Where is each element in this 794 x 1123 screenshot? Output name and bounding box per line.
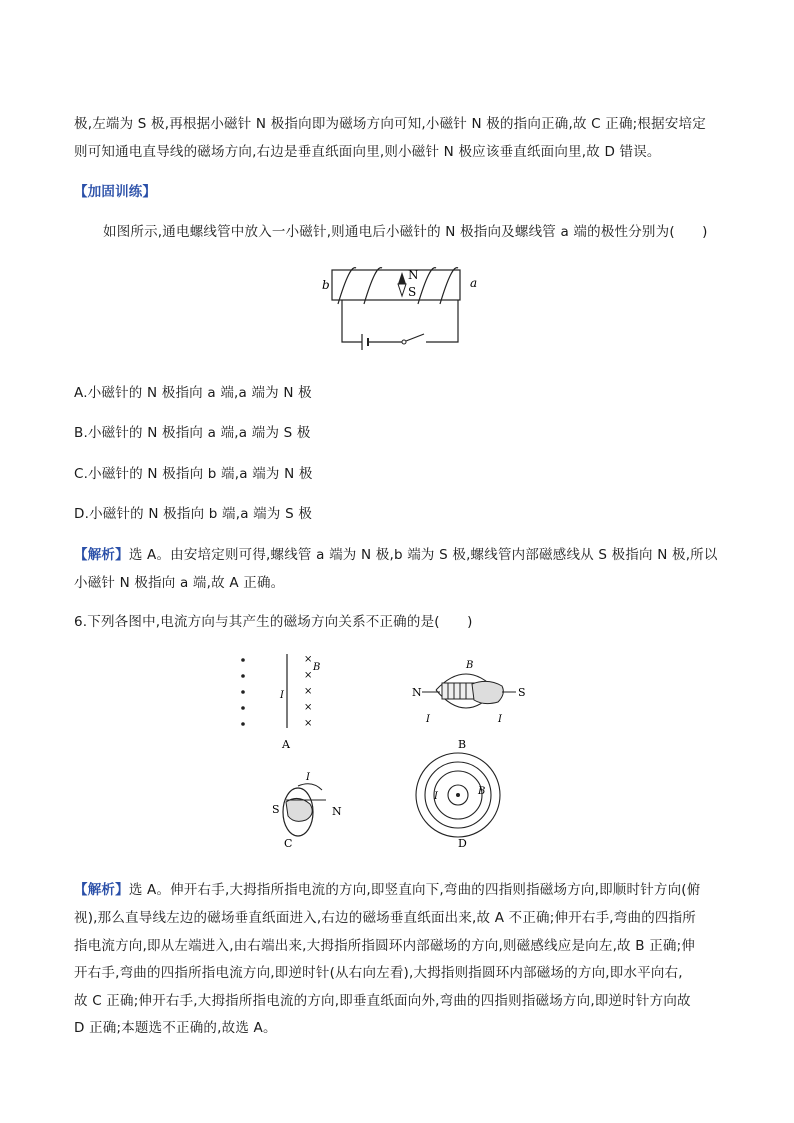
figure-a [241,654,320,751]
dot-2 [241,674,245,678]
option-a: A.小磁针的 N 极指向 a 端,a 端为 N 极 [74,385,312,401]
q6-analysis-line-3: 指电流方向,即从左端进入,由右端出来,大拇指所指圆环内部磁场的方向,则磁感线应是向左,故 B 正确;伸 [74,938,696,954]
practice-analysis-line-1 [74,545,718,565]
current-i-label: I [280,690,284,701]
field-b-label-d: B [478,786,486,797]
figure-d [416,753,500,850]
cross-1: × [304,654,313,665]
coil-1 [338,268,356,304]
switch-lever [406,334,424,341]
cross-3: × [304,686,313,697]
cross-2: × [304,670,313,681]
needle-north [398,272,406,284]
end-a-label: a [470,276,478,290]
pole-n-c: N [332,805,342,818]
dot-1 [241,658,245,662]
needle-s-label: S [408,285,417,299]
pole-s-c: S [272,803,280,816]
coil-4 [440,268,458,304]
solenoid-body [332,270,460,300]
figure-c [272,772,342,850]
q6-analysis-line-6: D 正确;本题选不正确的,故选 A。 [74,1020,277,1036]
caption-a: A [282,738,290,751]
coil-2 [364,268,382,304]
dot-3 [241,690,245,694]
cross-4: × [304,702,313,713]
q6-analysis-text-1: 选 A。伸开右手,大拇指所指电流的方向,即竖直向下,弯曲的四指则指磁场方向,即顺时针方向(俯 [128,882,701,898]
coil-3 [418,268,436,304]
field-b-label-b: B [466,660,474,671]
intro-line-2: 则可知通电直导线的磁场方向,右边是垂直纸面向里,则小磁针 N 极应该垂直纸面向里,故 D 错误。 [74,144,661,160]
hand-c [286,798,312,821]
practice-question: 如图所示,通电螺线管中放入一小磁针,则通电后小磁针的 N 极指向及螺线管 a 端的极性分别为( ) [103,224,708,240]
q6-analysis-line-1 [74,880,700,900]
q6-analysis-line-4: 开右手,弯曲的四指所指电流方向,即逆时针(从右向左看),大拇指则指圆环内部磁场的方向,即水平向右, [74,965,683,981]
q6-analysis-line-5: 故 C 正确;伸开右手,大拇指所指电流的方向,即垂直纸面向外,弯曲的四指则指磁场方向,即逆时针方向故 [74,993,691,1009]
practice-analysis-line-2: 小磁针 N 极指向 a 端,故 A 正确。 [74,575,285,591]
analysis-tag: 【解析】 [74,547,129,563]
intro-line-1: 极,左端为 S 极,再根据小磁针 N 极指向即为磁场方向可知,小磁针 N 极的指向正确,故 C 正确;根据安培定 [74,116,706,132]
solenoid-figure [318,262,488,354]
needle-n-label: N [408,268,419,282]
pole-s: S [518,686,526,699]
caption-c: C [284,837,293,850]
wire-dot [456,793,460,797]
wire-right [426,300,458,342]
hand [472,681,503,703]
pole-n: N [412,686,422,699]
dot-5 [241,722,245,726]
q6-question: 6.下列各图中,电流方向与其产生的磁场方向关系不正确的是( ) [74,614,473,630]
current-i-right: I [498,714,502,725]
wire-left [342,300,362,342]
q6-analysis-tag: 【解析】 [74,882,129,898]
practice-heading: 【加固训练】 [74,184,157,200]
current-i-label-d: I [434,791,438,802]
figure-b [412,660,526,751]
analysis-text: 选 A。由安培定则可得,螺线管 a 端为 N 极,b 端为 S 极,螺线管内部磁感线从 S 极指向 N 极,所以 [128,547,718,563]
q6-analysis-line-2: 视),那么直导线左边的磁场垂直纸面进入,右边的磁场垂直纸面出来,故 A 不正确;伸开右手,弯曲的四指所 [74,910,696,926]
dot-4 [241,706,245,710]
needle-south [398,284,406,296]
q6-figures [236,648,536,858]
field-b-label: B [313,662,321,673]
caption-d: D [458,837,467,850]
option-c: C.小磁针的 N 极指向 b 端,a 端为 N 极 [74,466,313,482]
caption-b: B [458,738,467,751]
option-b: B.小磁针的 N 极指向 a 端,a 端为 S 极 [74,425,311,441]
switch-pivot [402,340,406,344]
option-d: D.小磁针的 N 极指向 b 端,a 端为 S 极 [74,506,313,522]
cross-5: × [304,718,313,729]
current-i-left: I [426,714,430,725]
end-b-label: b [322,278,330,292]
current-i-label-c: I [306,772,310,783]
